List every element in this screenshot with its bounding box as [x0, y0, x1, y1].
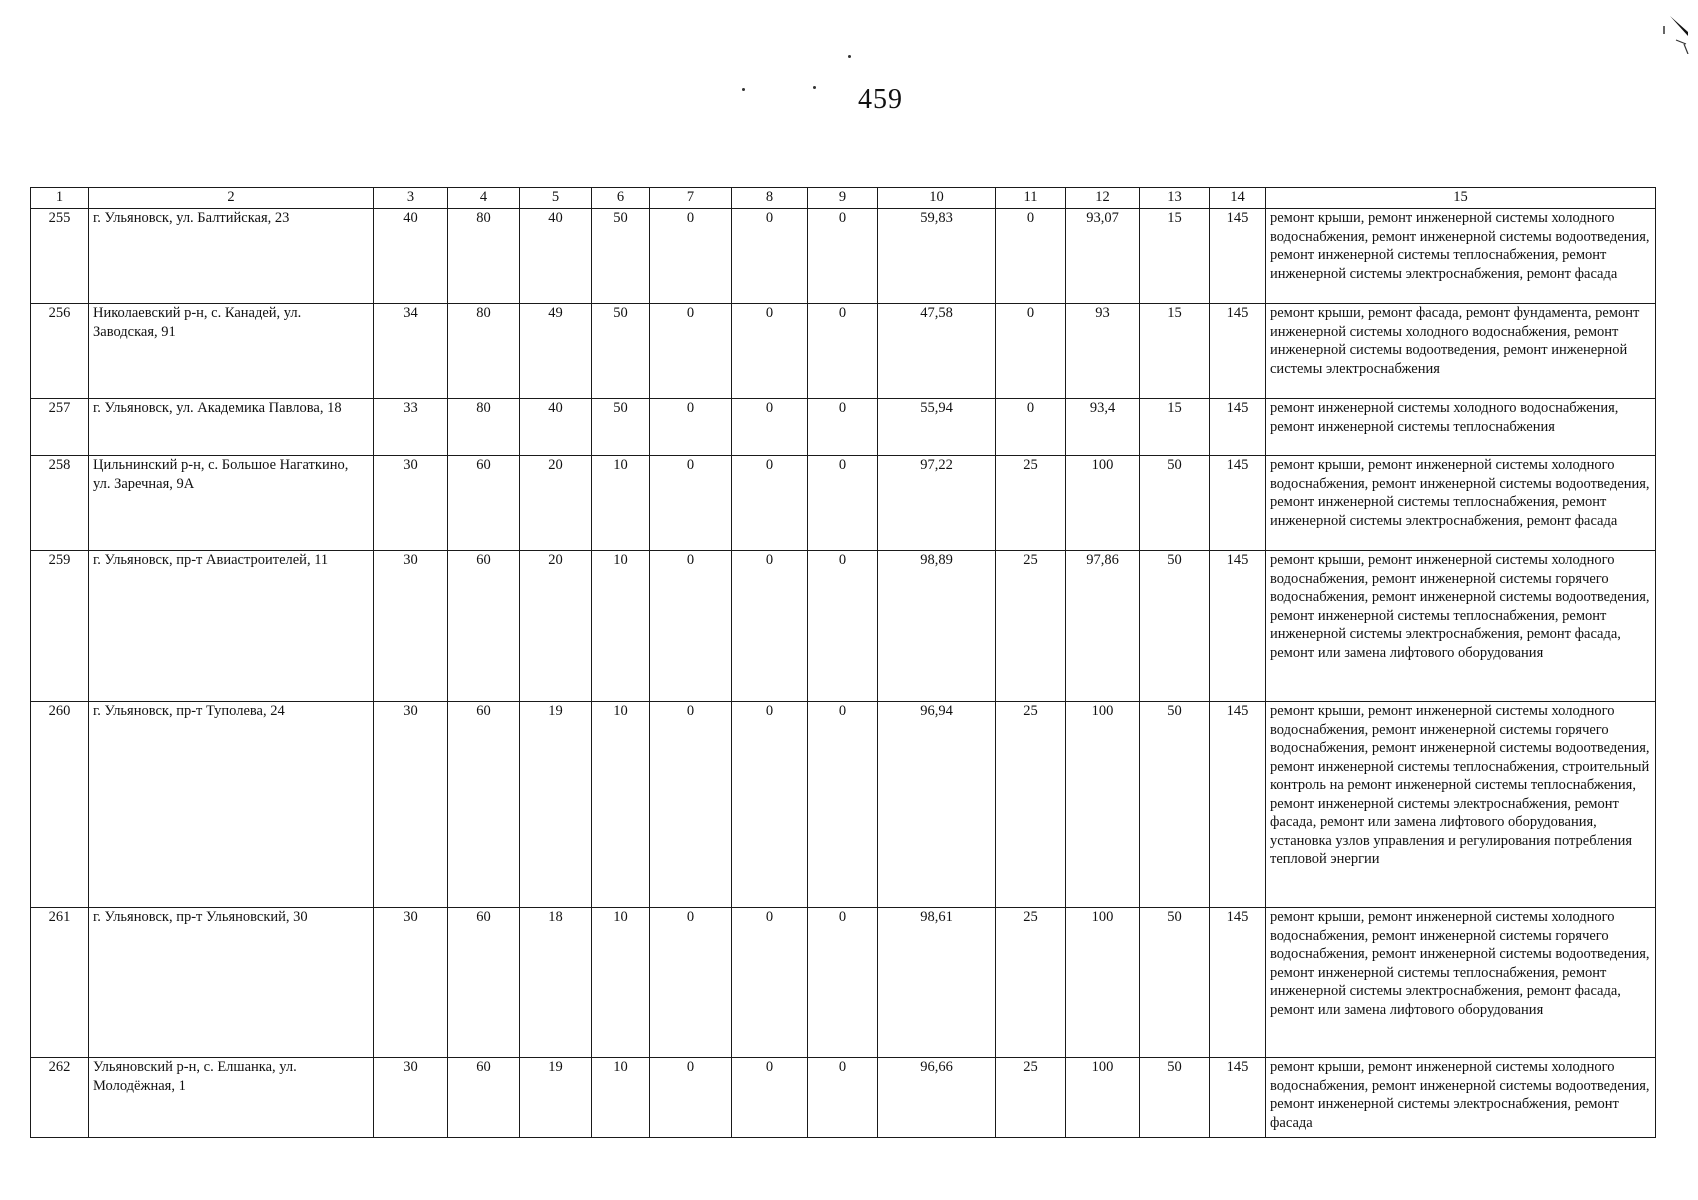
value-cell: 0: [732, 1058, 808, 1138]
value-cell: 18: [520, 908, 592, 1058]
value-cell: 0: [732, 456, 808, 551]
value-cell: 93,4: [1066, 399, 1140, 456]
value-cell: 0: [732, 908, 808, 1058]
page-number: 459: [858, 84, 903, 115]
value-cell: 0: [808, 456, 878, 551]
row-index: 261: [31, 908, 89, 1058]
value-cell: 49: [520, 304, 592, 399]
scan-corner-mark: [1660, 14, 1690, 54]
scan-speck: [742, 88, 745, 91]
value-cell: 145: [1210, 209, 1266, 304]
value-cell: 97,22: [878, 456, 996, 551]
row-index: 262: [31, 1058, 89, 1138]
value-cell: 25: [996, 456, 1066, 551]
row-index: 258: [31, 456, 89, 551]
value-cell: 19: [520, 1058, 592, 1138]
value-cell: 10: [592, 551, 650, 702]
value-cell: 60: [448, 908, 520, 1058]
repair-program-table: [30, 187, 1656, 1138]
value-cell: 0: [808, 908, 878, 1058]
value-cell: 60: [448, 702, 520, 908]
value-cell: 0: [650, 209, 732, 304]
column-header: 14: [1210, 188, 1266, 209]
value-cell: 0: [996, 209, 1066, 304]
column-header: 12: [1066, 188, 1140, 209]
value-cell: 0: [650, 551, 732, 702]
value-cell: 33: [374, 399, 448, 456]
works-cell: ремонт крыши, ремонт инженерной системы холодного водоснабжения, ремонт инженерной системы горячего водоснабжения, ремонт инженерной системы водоотведения, ремонт инженерной системы теплоснабжения, ремонт инженерной системы электроснабжения, ремонт фасада, ремонт или замена лифтового оборудования: [1266, 551, 1656, 702]
table-row: [31, 304, 1656, 399]
value-cell: 0: [996, 304, 1066, 399]
column-header: 1: [31, 188, 89, 209]
value-cell: 34: [374, 304, 448, 399]
value-cell: 145: [1210, 908, 1266, 1058]
row-index: 260: [31, 702, 89, 908]
value-cell: 96,66: [878, 1058, 996, 1138]
table-row: [31, 1058, 1656, 1138]
value-cell: 15: [1140, 209, 1210, 304]
works-cell: ремонт крыши, ремонт фасада, ремонт фундамента, ремонт инженерной системы холодного водоснабжения, ремонт инженерной системы водоотведения, ремонт инженерной системы электроснабжения: [1266, 304, 1656, 399]
value-cell: 30: [374, 456, 448, 551]
value-cell: 0: [650, 702, 732, 908]
value-cell: 145: [1210, 551, 1266, 702]
column-header: 6: [592, 188, 650, 209]
value-cell: 10: [592, 456, 650, 551]
scan-speck: [848, 55, 851, 58]
value-cell: 97,86: [1066, 551, 1140, 702]
value-cell: 50: [1140, 551, 1210, 702]
column-header: 5: [520, 188, 592, 209]
column-header: 13: [1140, 188, 1210, 209]
value-cell: 30: [374, 908, 448, 1058]
value-cell: 40: [374, 209, 448, 304]
value-cell: 0: [732, 551, 808, 702]
table-row: [31, 702, 1656, 908]
value-cell: 10: [592, 1058, 650, 1138]
value-cell: 0: [650, 399, 732, 456]
value-cell: 0: [808, 551, 878, 702]
value-cell: 145: [1210, 304, 1266, 399]
table-row: [31, 551, 1656, 702]
column-header: 15: [1266, 188, 1656, 209]
table-row: [31, 456, 1656, 551]
works-cell: ремонт крыши, ремонт инженерной системы холодного водоснабжения, ремонт инженерной системы водоотведения, ремонт инженерной системы теплоснабжения, ремонт инженерной системы электроснабжения, ремонт фасада: [1266, 209, 1656, 304]
value-cell: 40: [520, 399, 592, 456]
value-cell: 20: [520, 456, 592, 551]
address-cell: г. Ульяновск, пр-т Авиастроителей, 11: [89, 551, 374, 702]
row-index: 257: [31, 399, 89, 456]
table-row: [31, 399, 1656, 456]
column-header: 2: [89, 188, 374, 209]
row-index: 255: [31, 209, 89, 304]
value-cell: 10: [592, 702, 650, 908]
value-cell: 100: [1066, 456, 1140, 551]
works-cell: ремонт крыши, ремонт инженерной системы холодного водоснабжения, ремонт инженерной системы горячего водоснабжения, ремонт инженерной системы водоотведения, ремонт инженерной системы теплоснабжения, ремонт инженерной системы электроснабжения, ремонт фасада, ремонт или замена лифтового оборудования: [1266, 908, 1656, 1058]
value-cell: 0: [650, 908, 732, 1058]
scan-speck: [813, 86, 816, 89]
value-cell: 145: [1210, 399, 1266, 456]
value-cell: 0: [650, 1058, 732, 1138]
works-cell: ремонт крыши, ремонт инженерной системы холодного водоснабжения, ремонт инженерной системы водоотведения, ремонт инженерной системы электроснабжения, ремонт фасада: [1266, 1058, 1656, 1138]
value-cell: 60: [448, 551, 520, 702]
value-cell: 15: [1140, 304, 1210, 399]
value-cell: 15: [1140, 399, 1210, 456]
value-cell: 0: [996, 399, 1066, 456]
value-cell: 0: [732, 399, 808, 456]
value-cell: 98,89: [878, 551, 996, 702]
value-cell: 40: [520, 209, 592, 304]
value-cell: 145: [1210, 1058, 1266, 1138]
value-cell: 0: [732, 702, 808, 908]
column-header: 4: [448, 188, 520, 209]
value-cell: 80: [448, 209, 520, 304]
value-cell: 100: [1066, 702, 1140, 908]
value-cell: 0: [808, 209, 878, 304]
value-cell: 96,94: [878, 702, 996, 908]
address-cell: г. Ульяновск, ул. Академика Павлова, 18: [89, 399, 374, 456]
address-cell: г. Ульяновск, пр-т Туполева, 24: [89, 702, 374, 908]
value-cell: 98,61: [878, 908, 996, 1058]
value-cell: 0: [808, 702, 878, 908]
value-cell: 20: [520, 551, 592, 702]
value-cell: 10: [592, 908, 650, 1058]
value-cell: 19: [520, 702, 592, 908]
value-cell: 50: [1140, 456, 1210, 551]
value-cell: 80: [448, 304, 520, 399]
value-cell: 60: [448, 456, 520, 551]
column-header: 9: [808, 188, 878, 209]
value-cell: 25: [996, 908, 1066, 1058]
value-cell: 93,07: [1066, 209, 1140, 304]
row-index: 259: [31, 551, 89, 702]
value-cell: 0: [808, 1058, 878, 1138]
column-header: 3: [374, 188, 448, 209]
works-cell: ремонт крыши, ремонт инженерной системы холодного водоснабжения, ремонт инженерной системы горячего водоснабжения, ремонт инженерной системы водоотведения, ремонт инженерной системы теплоснабжения, строительный контроль на ремонт инженерной системы теплоснабжения, ремонт инженерной системы электроснабжения, ремонт фасада, ремонт или замена лифтового оборудования, установка узлов управления и регулирования потребления тепловой энергии: [1266, 702, 1656, 908]
table-row: [31, 908, 1656, 1058]
value-cell: 0: [650, 456, 732, 551]
value-cell: 60: [448, 1058, 520, 1138]
value-cell: 0: [808, 304, 878, 399]
value-cell: 0: [732, 209, 808, 304]
value-cell: 25: [996, 702, 1066, 908]
value-cell: 93: [1066, 304, 1140, 399]
value-cell: 47,58: [878, 304, 996, 399]
value-cell: 50: [592, 209, 650, 304]
column-header: 11: [996, 188, 1066, 209]
address-cell: Ульяновский р-н, с. Елшанка, ул. Молодёжная, 1: [89, 1058, 374, 1138]
value-cell: 55,94: [878, 399, 996, 456]
value-cell: 30: [374, 551, 448, 702]
value-cell: 100: [1066, 1058, 1140, 1138]
value-cell: 59,83: [878, 209, 996, 304]
value-cell: 0: [808, 399, 878, 456]
address-cell: Цильнинский р-н, с. Большое Нагаткино, ул. Заречная, 9А: [89, 456, 374, 551]
column-header: 10: [878, 188, 996, 209]
value-cell: 50: [1140, 702, 1210, 908]
address-cell: г. Ульяновск, ул. Балтийская, 23: [89, 209, 374, 304]
works-cell: ремонт инженерной системы холодного водоснабжения, ремонт инженерной системы теплоснабжения: [1266, 399, 1656, 456]
row-index: 256: [31, 304, 89, 399]
value-cell: 25: [996, 551, 1066, 702]
value-cell: 50: [1140, 1058, 1210, 1138]
column-header: 8: [732, 188, 808, 209]
value-cell: 50: [1140, 908, 1210, 1058]
value-cell: 0: [732, 304, 808, 399]
value-cell: 100: [1066, 908, 1140, 1058]
address-cell: г. Ульяновск, пр-т Ульяновский, 30: [89, 908, 374, 1058]
table-row: [31, 209, 1656, 304]
value-cell: 30: [374, 702, 448, 908]
column-number-row: [31, 188, 1656, 209]
value-cell: 25: [996, 1058, 1066, 1138]
column-header: 7: [650, 188, 732, 209]
value-cell: 30: [374, 1058, 448, 1138]
works-cell: ремонт крыши, ремонт инженерной системы холодного водоснабжения, ремонт инженерной системы водоотведения, ремонт инженерной системы теплоснабжения, ремонт инженерной системы электроснабжения, ремонт фасада: [1266, 456, 1656, 551]
value-cell: 0: [650, 304, 732, 399]
value-cell: 50: [592, 399, 650, 456]
address-cell: Николаевский р-н, с. Канадей, ул. Заводская, 91: [89, 304, 374, 399]
value-cell: 80: [448, 399, 520, 456]
value-cell: 50: [592, 304, 650, 399]
value-cell: 145: [1210, 702, 1266, 908]
value-cell: 145: [1210, 456, 1266, 551]
